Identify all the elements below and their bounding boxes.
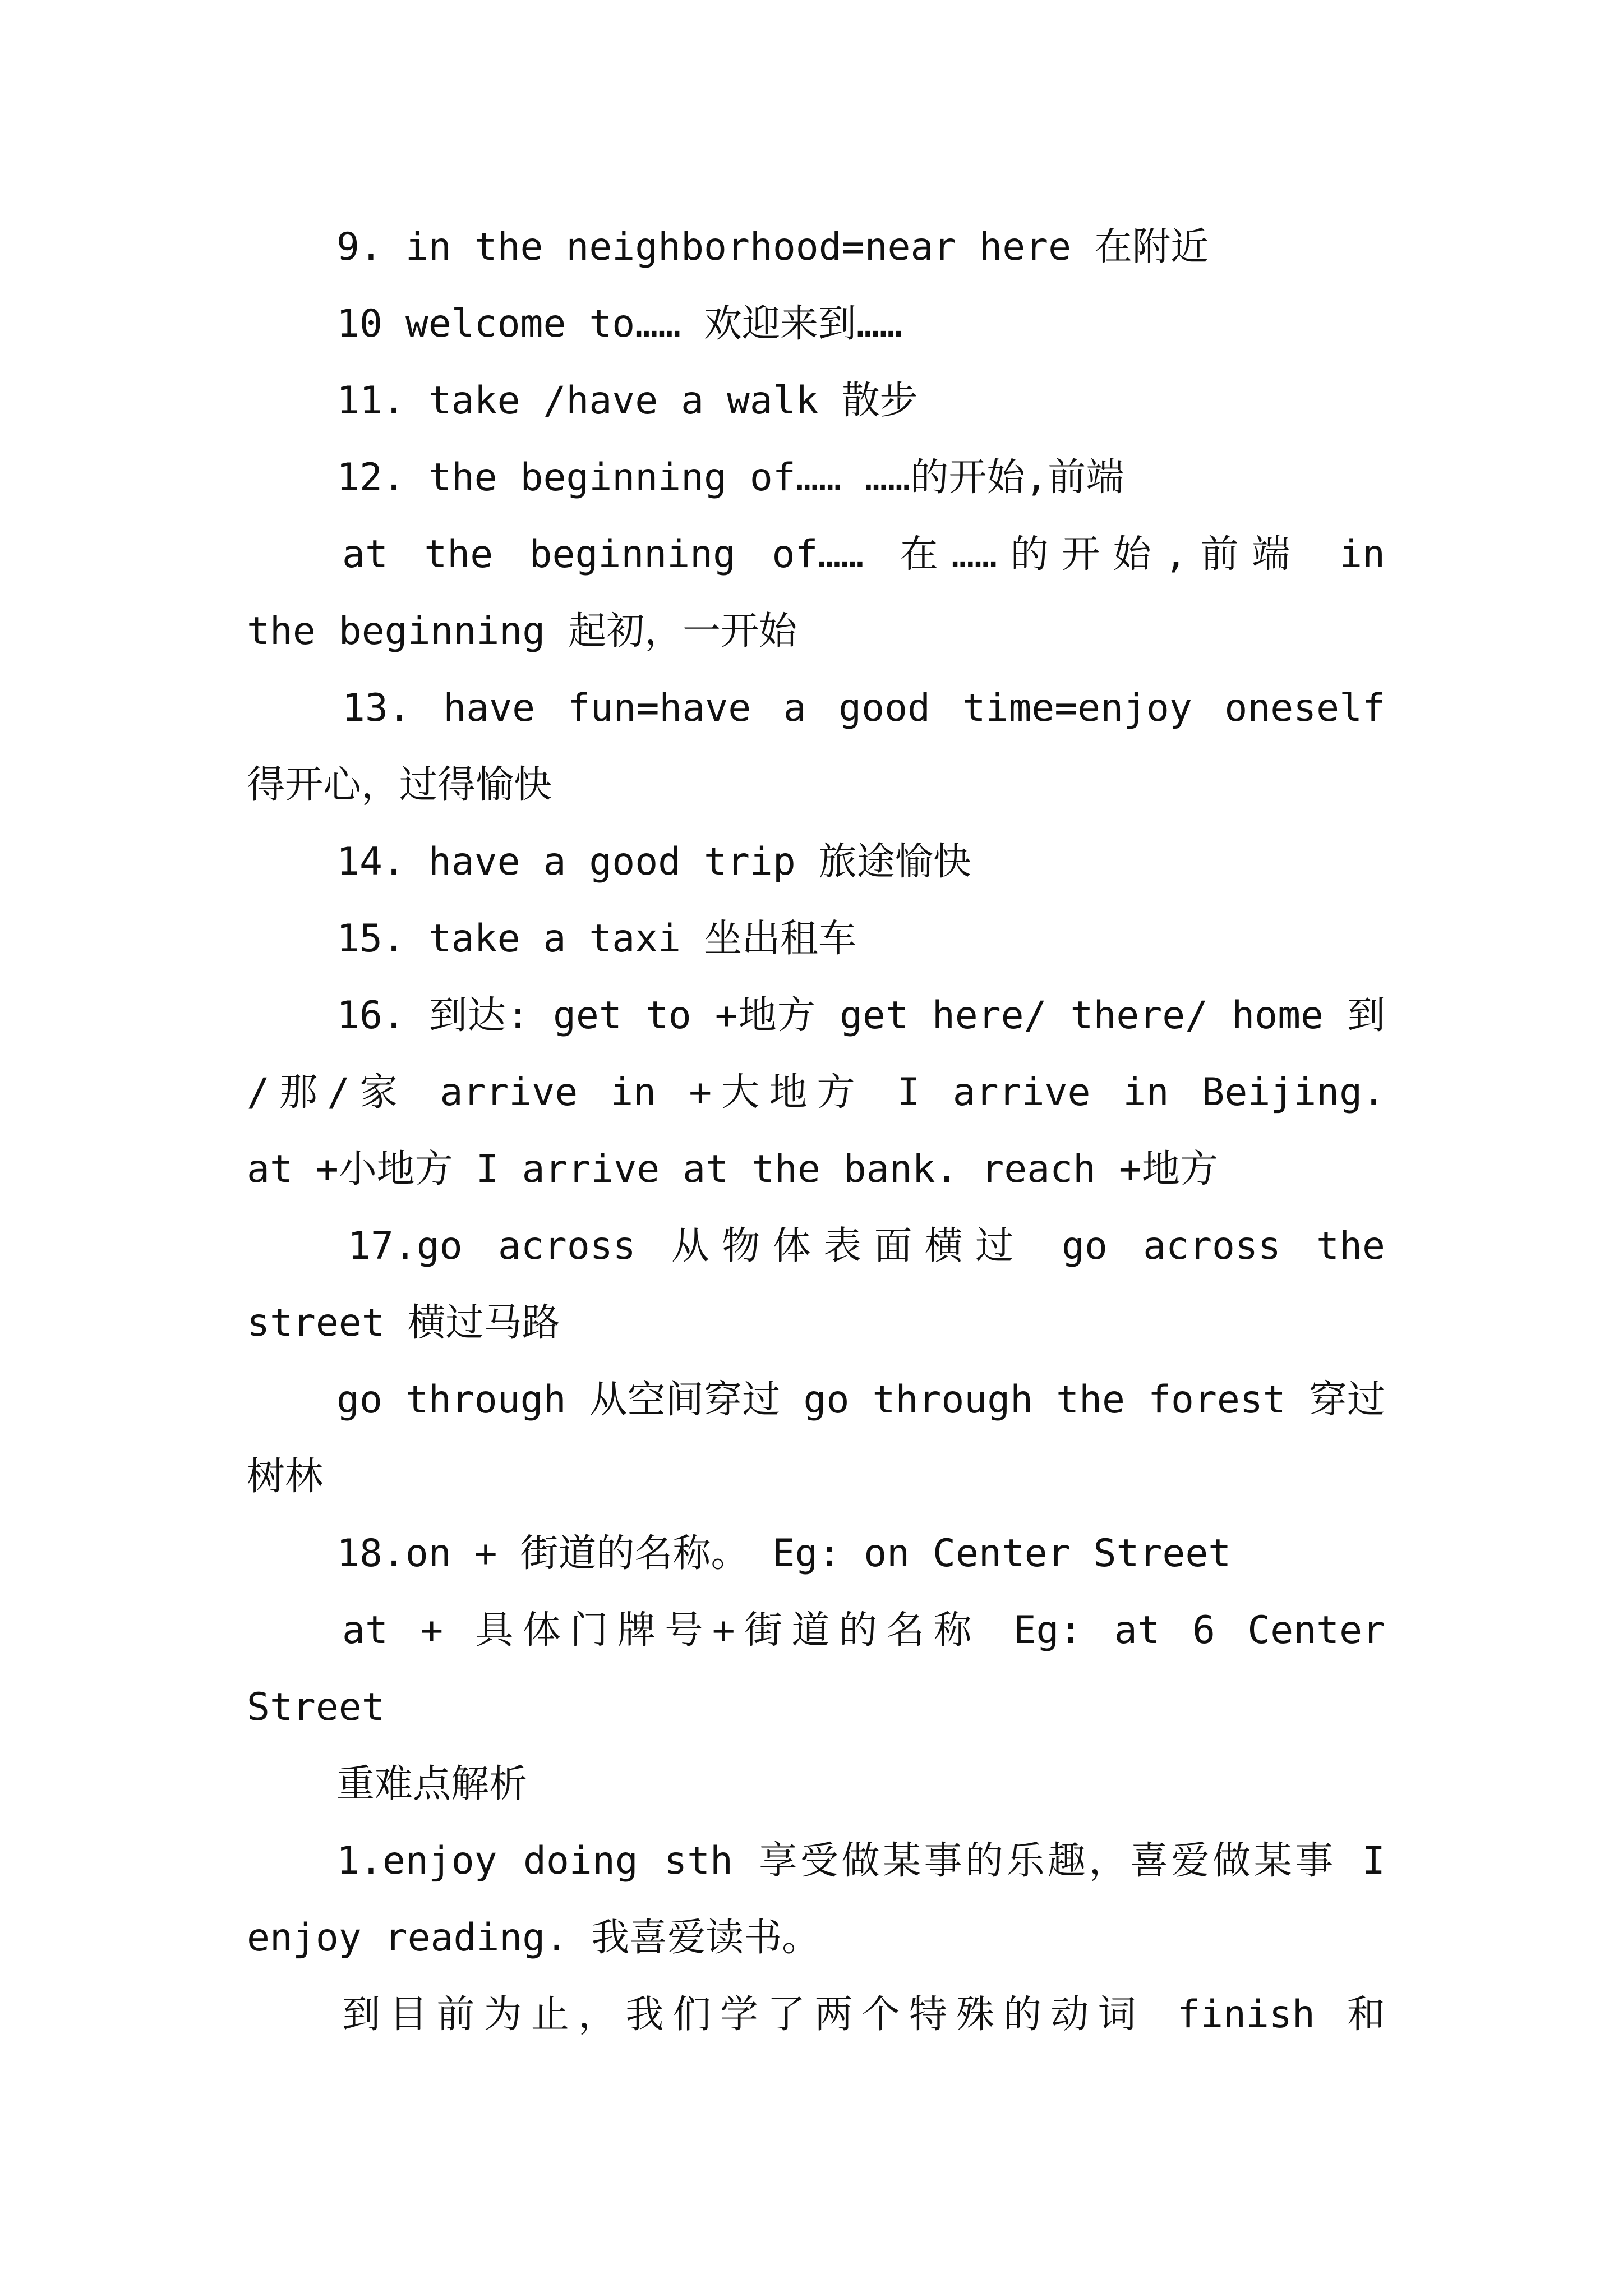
text-line: street 横过马路 (247, 1301, 560, 1345)
text-line: 13. have fun=have a good time=enjoy oneself (342, 686, 1385, 730)
text-line: 17.go across 从物体表面横过 go across the (348, 1224, 1385, 1268)
text-line: the beginning 起初，一开始 (247, 609, 797, 654)
text-line: at +小地方 I arrive at the bank. reach +地方 (247, 1147, 1218, 1191)
text-line: at + 具体门牌号+街道的名称 Eg: at 6 Center (342, 1608, 1385, 1653)
text-line: /那/家 arrive in +大地方 I arrive in Beijing. (247, 1070, 1385, 1115)
text-line: 11. take /have a walk 散步 (336, 379, 918, 423)
document-body (247, 209, 1385, 2053)
text-line: 10 welcome to…… 欢迎来到…… (336, 302, 902, 346)
text-line: go through 从空间穿过 go through the forest 穿过 (336, 1378, 1385, 1422)
text-line: 1.enjoy doing sth 享受做某事的乐趣，喜爱做某事 I (336, 1839, 1385, 1883)
text-line: 得开心，过得愉快 (247, 763, 552, 807)
text-line: 14. have a good trip 旅途愉快 (336, 840, 971, 884)
text-line: 12. the beginning of…… ……的开始,前端 (336, 455, 1124, 500)
text-line: Street (247, 1685, 385, 1729)
text-line: enjoy reading. 我喜爱读书。 (247, 1916, 820, 1960)
text-line: 9. in the neighborhood=near here 在附近 (336, 225, 1209, 269)
text-line: 到目前为止，我们学了两个特殊的动词 finish 和 (342, 1993, 1385, 2037)
section-heading: 重难点解析 (336, 1762, 528, 1806)
text-line: 15. take a taxi 坐出租车 (336, 917, 857, 961)
text-line: 树林 (247, 1455, 324, 1499)
text-line: 16. 到达: get to +地方 get here/ there/ home 到 (336, 993, 1385, 1038)
text-line: at the beginning of…… 在……的开始,前端 in (342, 532, 1385, 577)
text-line: 18.on + 街道的名称。 Eg: on Center Street (336, 1531, 1232, 1576)
